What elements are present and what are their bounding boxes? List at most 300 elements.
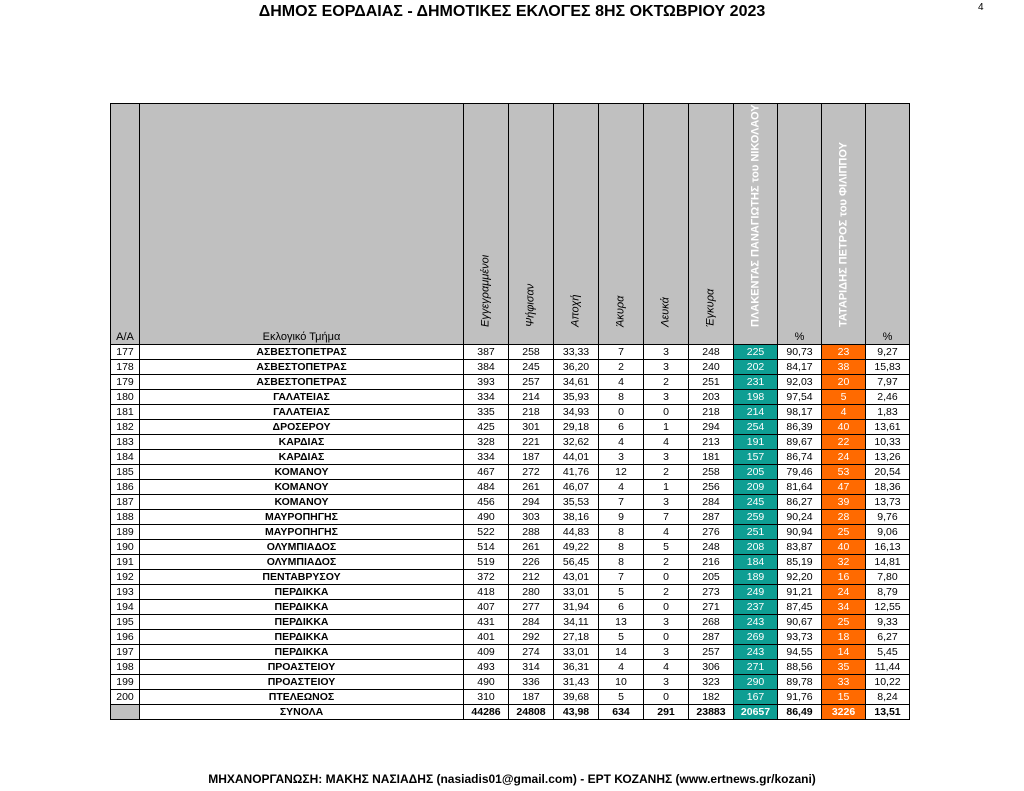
cell-registered: 334 [464, 450, 509, 465]
cell-candidate-2-votes: 32 [822, 555, 866, 570]
cell-candidate-1-percent: 86,27 [778, 495, 822, 510]
cell-candidate-2-percent: 9,06 [866, 525, 910, 540]
cell-candidate-2-percent: 10,33 [866, 435, 910, 450]
cell-candidate-1-percent: 84,17 [778, 360, 822, 375]
cell-candidate-2-votes: 40 [822, 540, 866, 555]
cell-aa: 194 [111, 600, 140, 615]
cell-valid: 205 [689, 570, 734, 585]
cell-candidate-2-votes: 18 [822, 630, 866, 645]
header-abstention: Αποχή [554, 104, 599, 345]
cell-candidate-1-votes: 237 [734, 600, 778, 615]
cell-registered: 409 [464, 645, 509, 660]
cell-blank: 4 [644, 435, 689, 450]
cell-candidate-2-votes: 47 [822, 480, 866, 495]
cell-candidate-1-percent: 90,73 [778, 345, 822, 360]
cell-aa: 197 [111, 645, 140, 660]
cell-candidate-2-percent: 11,44 [866, 660, 910, 675]
cell-voted: 261 [509, 480, 554, 495]
cell-candidate-1-percent: 90,67 [778, 615, 822, 630]
cell-section: ΣΥΝΟΛΑ [140, 705, 464, 720]
cell-aa: 188 [111, 510, 140, 525]
cell-voted: 277 [509, 600, 554, 615]
header-aa: Α/Α [111, 104, 140, 345]
table-row [111, 555, 910, 570]
cell-candidate-2-percent: 8,24 [866, 690, 910, 705]
cell-abstention: 38,16 [554, 510, 599, 525]
cell-section: ΠΡΟΑΣΤΕΙΟΥ [140, 675, 464, 690]
cell-candidate-1-percent: 89,67 [778, 435, 822, 450]
cell-candidate-2-percent: 13,73 [866, 495, 910, 510]
cell-candidate-2-percent: 13,26 [866, 450, 910, 465]
header-blank: Λευκά [644, 104, 689, 345]
cell-invalid: 4 [599, 660, 644, 675]
cell-voted: 292 [509, 630, 554, 645]
cell-candidate-1-votes: 184 [734, 555, 778, 570]
cell-candidate-1-votes: 245 [734, 495, 778, 510]
cell-voted: 280 [509, 585, 554, 600]
cell-abstention: 34,61 [554, 375, 599, 390]
cell-registered: 384 [464, 360, 509, 375]
cell-candidate-1-percent: 86,39 [778, 420, 822, 435]
header-row [111, 104, 910, 345]
cell-candidate-1-percent: 98,17 [778, 405, 822, 420]
cell-blank: 2 [644, 375, 689, 390]
cell-valid: 182 [689, 690, 734, 705]
cell-registered: 407 [464, 600, 509, 615]
cell-blank: 0 [644, 600, 689, 615]
cell-candidate-2-votes: 40 [822, 420, 866, 435]
cell-registered: 493 [464, 660, 509, 675]
cell-candidate-1-percent: 92,03 [778, 375, 822, 390]
cell-valid: 240 [689, 360, 734, 375]
cell-blank: 3 [644, 615, 689, 630]
cell-section: ΟΛΥΜΠΙΑΔΟΣ [140, 555, 464, 570]
header-valid: Έγκυρα [689, 104, 734, 345]
cell-registered: 334 [464, 390, 509, 405]
cell-candidate-1-votes: 243 [734, 645, 778, 660]
cell-invalid: 10 [599, 675, 644, 690]
cell-section: ΚΟΜΑΝΟΥ [140, 495, 464, 510]
cell-abstention: 29,18 [554, 420, 599, 435]
table-row [111, 360, 910, 375]
cell-voted: 187 [509, 690, 554, 705]
cell-voted: 274 [509, 645, 554, 660]
cell-registered: 387 [464, 345, 509, 360]
cell-section: ΠΕΡΔΙΚΚΑ [140, 645, 464, 660]
cell-aa: 178 [111, 360, 140, 375]
cell-invalid: 7 [599, 345, 644, 360]
cell-registered: 401 [464, 630, 509, 645]
header-candidate-1: ΠΛΑΚΕΝΤΑΣ ΠΑΝΑΓΙΩΤΗΣ του ΝΙΚΟΛΑΟΥ [734, 104, 778, 345]
cell-invalid: 7 [599, 495, 644, 510]
cell-candidate-2-votes: 14 [822, 645, 866, 660]
cell-valid: 257 [689, 645, 734, 660]
cell-valid: 216 [689, 555, 734, 570]
cell-section: ΠΕΡΔΙΚΚΑ [140, 585, 464, 600]
cell-aa: 187 [111, 495, 140, 510]
cell-invalid: 4 [599, 375, 644, 390]
cell-candidate-2-percent: 20,54 [866, 465, 910, 480]
cell-invalid: 4 [599, 480, 644, 495]
cell-abstention: 46,07 [554, 480, 599, 495]
cell-voted: 314 [509, 660, 554, 675]
table-row [111, 435, 910, 450]
table-row [111, 345, 910, 360]
cell-abstention: 43,01 [554, 570, 599, 585]
table-row [111, 390, 910, 405]
cell-candidate-2-percent: 10,22 [866, 675, 910, 690]
cell-candidate-1-percent: 90,24 [778, 510, 822, 525]
cell-candidate-2-votes: 39 [822, 495, 866, 510]
cell-voted: 212 [509, 570, 554, 585]
cell-invalid: 8 [599, 390, 644, 405]
cell-voted: 187 [509, 450, 554, 465]
cell-candidate-1-percent: 90,94 [778, 525, 822, 540]
cell-candidate-2-votes: 22 [822, 435, 866, 450]
cell-abstention: 56,45 [554, 555, 599, 570]
cell-voted: 245 [509, 360, 554, 375]
cell-section: ΠΤΕΛΕΩΝΟΣ [140, 690, 464, 705]
cell-section: ΟΛΥΜΠΙΑΔΟΣ [140, 540, 464, 555]
cell-section: ΚΑΡΔΙΑΣ [140, 450, 464, 465]
cell-candidate-2-percent: 2,46 [866, 390, 910, 405]
cell-voted: 221 [509, 435, 554, 450]
cell-candidate-2-percent: 13,61 [866, 420, 910, 435]
table-row [111, 690, 910, 705]
cell-abstention: 34,11 [554, 615, 599, 630]
cell-registered: 519 [464, 555, 509, 570]
cell-candidate-1-percent: 92,20 [778, 570, 822, 585]
cell-invalid: 8 [599, 540, 644, 555]
cell-candidate-2-percent: 9,76 [866, 510, 910, 525]
cell-abstention: 32,62 [554, 435, 599, 450]
cell-candidate-2-votes: 33 [822, 675, 866, 690]
cell-voted: 301 [509, 420, 554, 435]
cell-abstention: 33,33 [554, 345, 599, 360]
cell-valid: 294 [689, 420, 734, 435]
cell-abstention: 49,22 [554, 540, 599, 555]
cell-blank: 3 [644, 645, 689, 660]
cell-blank: 1 [644, 420, 689, 435]
cell-candidate-1-votes: 290 [734, 675, 778, 690]
cell-candidate-2-percent: 7,80 [866, 570, 910, 585]
cell-abstention: 35,53 [554, 495, 599, 510]
cell-blank: 0 [644, 405, 689, 420]
cell-valid: 213 [689, 435, 734, 450]
cell-valid: 273 [689, 585, 734, 600]
cell-registered: 456 [464, 495, 509, 510]
cell-candidate-2-votes: 4 [822, 405, 866, 420]
cell-voted: 336 [509, 675, 554, 690]
cell-valid: 271 [689, 600, 734, 615]
cell-blank: 2 [644, 555, 689, 570]
cell-invalid: 13 [599, 615, 644, 630]
table-row [111, 405, 910, 420]
cell-valid: 23883 [689, 705, 734, 720]
cell-registered: 425 [464, 420, 509, 435]
cell-candidate-1-votes: 231 [734, 375, 778, 390]
cell-candidate-1-votes: 189 [734, 570, 778, 585]
cell-candidate-1-votes: 167 [734, 690, 778, 705]
cell-invalid: 7 [599, 570, 644, 585]
cell-blank: 3 [644, 450, 689, 465]
cell-section: ΑΣΒΕΣΤΟΠΕΤΡΑΣ [140, 375, 464, 390]
table-row [111, 480, 910, 495]
cell-abstention: 44,01 [554, 450, 599, 465]
page-title: ΔΗΜΟΣ ΕΟΡΔΑΙΑΣ - ΔΗΜΟΤΙΚΕΣ ΕΚΛΟΓΕΣ 8ΗΣ ΟΚΤΩΒΡΙΟΥ 2023 [258, 3, 766, 20]
totals-row [111, 705, 910, 720]
table-row [111, 630, 910, 645]
header-registered: Εγγεγραμμένοι [464, 104, 509, 345]
cell-section: ΓΑΛΑΤΕΙΑΣ [140, 405, 464, 420]
cell-candidate-2-percent: 6,27 [866, 630, 910, 645]
cell-candidate-1-percent: 79,46 [778, 465, 822, 480]
cell-registered: 490 [464, 675, 509, 690]
cell-candidate-1-percent: 91,76 [778, 690, 822, 705]
cell-registered: 335 [464, 405, 509, 420]
cell-blank: 291 [644, 705, 689, 720]
cell-invalid: 12 [599, 465, 644, 480]
cell-blank: 3 [644, 360, 689, 375]
cell-blank: 3 [644, 495, 689, 510]
cell-registered: 484 [464, 480, 509, 495]
cell-candidate-1-votes: 214 [734, 405, 778, 420]
cell-abstention: 44,83 [554, 525, 599, 540]
cell-aa: 181 [111, 405, 140, 420]
cell-candidate-1-votes: 249 [734, 585, 778, 600]
cell-valid: 248 [689, 540, 734, 555]
cell-registered: 393 [464, 375, 509, 390]
cell-candidate-1-votes: 191 [734, 435, 778, 450]
table-row [111, 510, 910, 525]
cell-valid: 284 [689, 495, 734, 510]
cell-invalid: 5 [599, 690, 644, 705]
cell-abstention: 41,76 [554, 465, 599, 480]
cell-valid: 256 [689, 480, 734, 495]
cell-section: ΜΑΥΡΟΠΗΓΗΣ [140, 510, 464, 525]
cell-voted: 294 [509, 495, 554, 510]
cell-candidate-1-percent: 86,74 [778, 450, 822, 465]
cell-candidate-2-percent: 7,97 [866, 375, 910, 390]
cell-voted: 257 [509, 375, 554, 390]
table-row [111, 465, 910, 480]
table-row [111, 450, 910, 465]
cell-candidate-2-percent: 14,81 [866, 555, 910, 570]
cell-abstention: 33,01 [554, 645, 599, 660]
cell-candidate-1-percent: 86,49 [778, 705, 822, 720]
cell-section: ΠΕΡΔΙΚΚΑ [140, 615, 464, 630]
cell-blank: 0 [644, 570, 689, 585]
cell-blank: 1 [644, 480, 689, 495]
cell-aa: 184 [111, 450, 140, 465]
cell-blank: 5 [644, 540, 689, 555]
cell-candidate-1-percent: 89,78 [778, 675, 822, 690]
cell-candidate-2-percent: 9,27 [866, 345, 910, 360]
cell-aa: 198 [111, 660, 140, 675]
cell-registered: 44286 [464, 705, 509, 720]
cell-registered: 372 [464, 570, 509, 585]
cell-voted: 258 [509, 345, 554, 360]
cell-voted: 226 [509, 555, 554, 570]
cell-candidate-2-percent: 13,51 [866, 705, 910, 720]
cell-valid: 323 [689, 675, 734, 690]
cell-section: ΑΣΒΕΣΤΟΠΕΤΡΑΣ [140, 360, 464, 375]
cell-section: ΚΑΡΔΙΑΣ [140, 435, 464, 450]
table-row [111, 600, 910, 615]
cell-candidate-2-percent: 18,36 [866, 480, 910, 495]
page-number: 4 [978, 2, 984, 13]
cell-candidate-1-votes: 198 [734, 390, 778, 405]
cell-voted: 261 [509, 540, 554, 555]
cell-aa: 200 [111, 690, 140, 705]
header-candidate-2: ΤΑΤΑΡΙΔΗΣ ΠΕΤΡΟΣ του ΦΙΛΙΠΠΟΥ [822, 104, 866, 345]
cell-section: ΓΑΛΑΤΕΙΑΣ [140, 390, 464, 405]
cell-candidate-1-votes: 20657 [734, 705, 778, 720]
cell-abstention: 36,20 [554, 360, 599, 375]
cell-section: ΠΕΝΤΑΒΡΥΣΟΥ [140, 570, 464, 585]
cell-blank: 4 [644, 525, 689, 540]
header-section: Εκλογικό Τμήμα [140, 104, 464, 345]
cell-invalid: 6 [599, 420, 644, 435]
cell-registered: 431 [464, 615, 509, 630]
cell-candidate-2-votes: 25 [822, 525, 866, 540]
cell-abstention: 43,98 [554, 705, 599, 720]
cell-invalid: 8 [599, 555, 644, 570]
cell-candidate-1-votes: 157 [734, 450, 778, 465]
table-row [111, 495, 910, 510]
cell-abstention: 36,31 [554, 660, 599, 675]
cell-candidate-1-percent: 83,87 [778, 540, 822, 555]
cell-blank: 2 [644, 465, 689, 480]
cell-aa: 192 [111, 570, 140, 585]
cell-voted: 24808 [509, 705, 554, 720]
cell-blank: 2 [644, 585, 689, 600]
cell-abstention: 33,01 [554, 585, 599, 600]
cell-candidate-2-percent: 1,83 [866, 405, 910, 420]
table-row [111, 540, 910, 555]
cell-registered: 522 [464, 525, 509, 540]
header-candidate-2-percent: % [866, 104, 910, 345]
cell-valid: 287 [689, 630, 734, 645]
cell-aa: 183 [111, 435, 140, 450]
cell-candidate-2-votes: 24 [822, 585, 866, 600]
cell-voted: 214 [509, 390, 554, 405]
cell-registered: 490 [464, 510, 509, 525]
table-row [111, 615, 910, 630]
table-row [111, 525, 910, 540]
cell-candidate-2-votes: 15 [822, 690, 866, 705]
cell-valid: 306 [689, 660, 734, 675]
cell-aa: 196 [111, 630, 140, 645]
cell-registered: 418 [464, 585, 509, 600]
cell-voted: 288 [509, 525, 554, 540]
cell-candidate-2-votes: 5 [822, 390, 866, 405]
cell-voted: 303 [509, 510, 554, 525]
cell-registered: 310 [464, 690, 509, 705]
cell-blank: 3 [644, 390, 689, 405]
cell-voted: 272 [509, 465, 554, 480]
table-row [111, 645, 910, 660]
cell-candidate-1-votes: 243 [734, 615, 778, 630]
cell-aa: 191 [111, 555, 140, 570]
cell-candidate-1-votes: 205 [734, 465, 778, 480]
cell-candidate-1-votes: 269 [734, 630, 778, 645]
cell-candidate-1-votes: 271 [734, 660, 778, 675]
cell-invalid: 6 [599, 600, 644, 615]
cell-candidate-1-votes: 251 [734, 525, 778, 540]
cell-aa: 190 [111, 540, 140, 555]
cell-aa: 182 [111, 420, 140, 435]
cell-candidate-2-votes: 3226 [822, 705, 866, 720]
cell-candidate-2-votes: 25 [822, 615, 866, 630]
table-row [111, 675, 910, 690]
cell-valid: 218 [689, 405, 734, 420]
cell-candidate-1-percent: 85,19 [778, 555, 822, 570]
cell-blank: 0 [644, 630, 689, 645]
table-row [111, 420, 910, 435]
cell-abstention: 39,68 [554, 690, 599, 705]
cell-candidate-2-votes: 38 [822, 360, 866, 375]
cell-candidate-2-votes: 53 [822, 465, 866, 480]
cell-candidate-2-percent: 16,13 [866, 540, 910, 555]
cell-candidate-1-percent: 97,54 [778, 390, 822, 405]
header-invalid: Άκυρα [599, 104, 644, 345]
table-row [111, 660, 910, 675]
cell-section: ΠΕΡΔΙΚΚΑ [140, 600, 464, 615]
cell-candidate-2-votes: 34 [822, 600, 866, 615]
cell-valid: 268 [689, 615, 734, 630]
cell-candidate-1-percent: 93,73 [778, 630, 822, 645]
cell-blank: 4 [644, 660, 689, 675]
cell-candidate-1-percent: 94,55 [778, 645, 822, 660]
cell-invalid: 3 [599, 450, 644, 465]
cell-aa: 189 [111, 525, 140, 540]
cell-aa: 179 [111, 375, 140, 390]
cell-blank: 0 [644, 690, 689, 705]
cell-voted: 218 [509, 405, 554, 420]
cell-valid: 248 [689, 345, 734, 360]
cell-candidate-2-percent: 8,79 [866, 585, 910, 600]
table-row [111, 375, 910, 390]
cell-candidate-2-percent: 15,83 [866, 360, 910, 375]
cell-candidate-2-votes: 28 [822, 510, 866, 525]
cell-invalid: 9 [599, 510, 644, 525]
cell-candidate-2-percent: 5,45 [866, 645, 910, 660]
cell-invalid: 4 [599, 435, 644, 450]
cell-section: ΜΑΥΡΟΠΗΓΗΣ [140, 525, 464, 540]
cell-candidate-1-percent: 91,21 [778, 585, 822, 600]
cell-aa: 199 [111, 675, 140, 690]
cell-invalid: 5 [599, 585, 644, 600]
cell-invalid: 8 [599, 525, 644, 540]
cell-invalid: 0 [599, 405, 644, 420]
cell-candidate-1-percent: 87,45 [778, 600, 822, 615]
cell-abstention: 27,18 [554, 630, 599, 645]
cell-invalid: 5 [599, 630, 644, 645]
cell-valid: 181 [689, 450, 734, 465]
cell-section: ΔΡΟΣΕΡΟΥ [140, 420, 464, 435]
cell-registered: 467 [464, 465, 509, 480]
cell-aa: 186 [111, 480, 140, 495]
cell-blank: 3 [644, 675, 689, 690]
footer-credits: ΜΗΧΑΝΟΡΓΑΝΩΣΗ: ΜΑΚΗΣ ΝΑΣΙΑΔΗΣ (nasiadis01@gmail.com) - ΕΡΤ ΚΟΖΑΝΗΣ (www.ertnews.gr/kozani) [208, 772, 816, 786]
table-row [111, 585, 910, 600]
cell-aa: 193 [111, 585, 140, 600]
cell-aa: 195 [111, 615, 140, 630]
cell-candidate-1-votes: 209 [734, 480, 778, 495]
cell-candidate-1-votes: 202 [734, 360, 778, 375]
cell-candidate-2-percent: 12,55 [866, 600, 910, 615]
